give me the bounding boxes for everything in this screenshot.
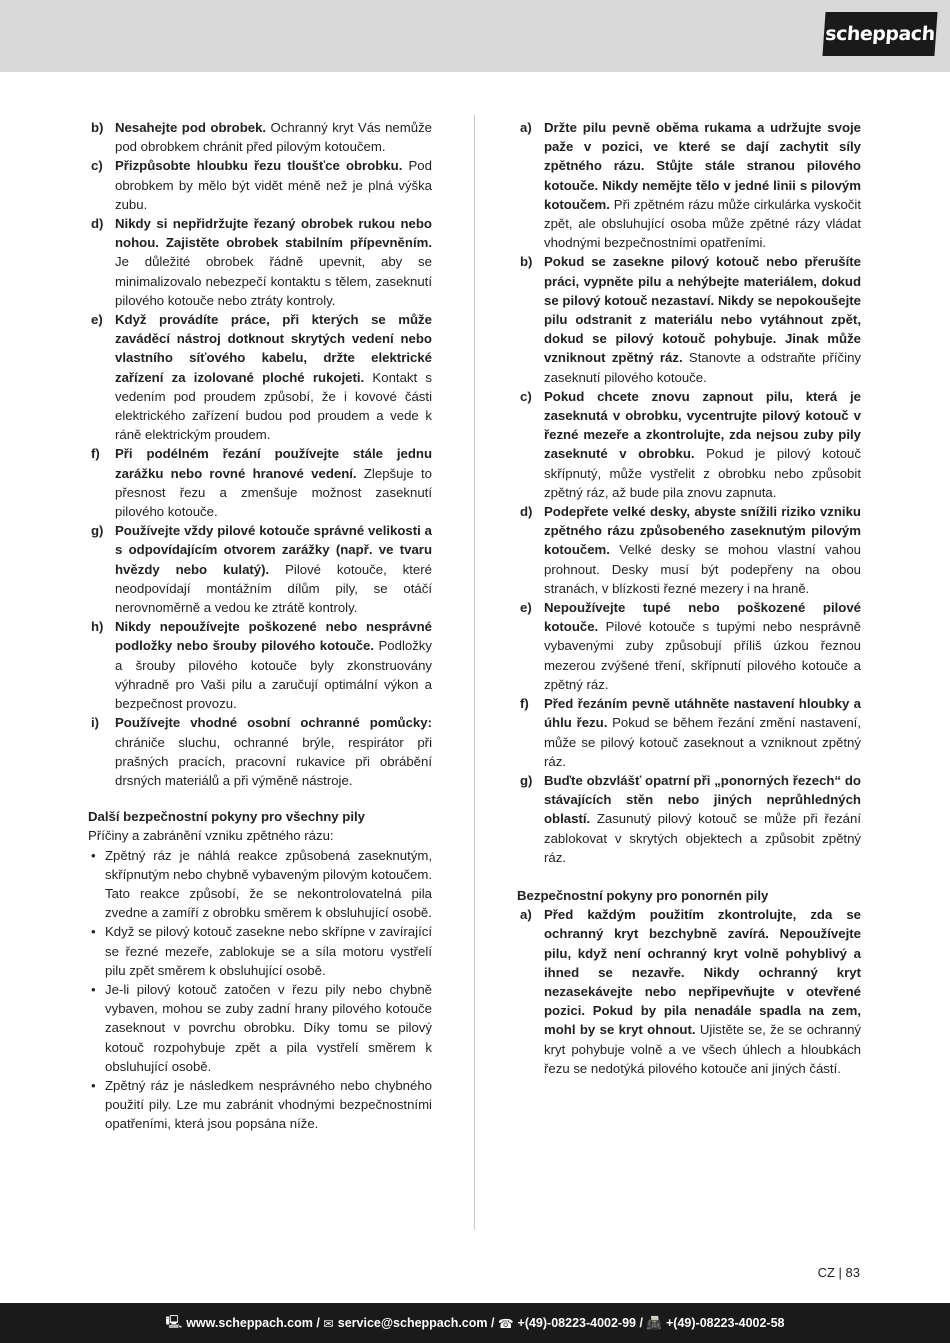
list-item: [88, 521, 432, 617]
contact-footer: [0, 1303, 950, 1343]
list-item: [517, 694, 861, 771]
list-item: [88, 617, 432, 713]
item-marker: e): [520, 600, 532, 616]
left-column: [88, 118, 432, 1134]
phone-number: +(49)-08223-4002-99 /: [517, 1316, 647, 1330]
kickback-bullet-list: [88, 846, 432, 1134]
section-intro: Příčiny a zabránění vzniku zpětného rázu:: [88, 828, 334, 844]
item-bold-text: Používejte vhodné osobní ochranné pomůcky:: [115, 715, 432, 731]
bullet-item: [88, 846, 432, 923]
bullet-text: Je-li pilový kotouč zatočen v řezu pily nebo chybně vybaven, mohou se zuby zadní hrany pilového kotouče zaseknout v povrchu obrobku. Díky tomu se pilový kotouč rozpohybuje zpět a pila vystřelí směrem k obsluhující osobě.: [105, 981, 432, 1074]
plunge-saw-item-list: [517, 905, 861, 1078]
item-bold-text: Když provádíte práce, při kterých se může zaváděcí nástroj dotknout skrytých vedení nebo vlastního síťového kabelu, držte elektrické zařízení za izolované ploché rukojeti.: [115, 312, 432, 385]
page-header: [0, 0, 950, 72]
item-marker: c): [91, 158, 103, 174]
list-item: [88, 118, 432, 156]
item-bold-text: Nikdy si nepřidržujte řezaný obrobek rukou nebo nohou. Zajistěte obrobek stabilním přípevněním.: [115, 216, 432, 251]
item-bold-text: Podepřete velké desky, abyste snížili riziko vzniku zpětného rázu způsobeného zaseknutým pilovým kotoučem.: [544, 504, 861, 558]
item-bold-text: Používejte vždy pilové kotouče správné velikosti a s odpovídajícím otvorem zarážky (např. ve tvaru hvězdy nebo kulatý).: [115, 523, 432, 577]
bullet-item: [88, 1076, 432, 1134]
bullet-text: Zpětný ráz je následkem nesprávného nebo chybného použití pily. Lze mu zabránit vhodnými bezpečnostními opatřeními, která jsou popsána níže.: [105, 1077, 432, 1132]
item-text: Zasunutý pilový kotouč se může při řezání zablokovat v skrytých objektech a způsobit zpětný ráz.: [544, 811, 861, 865]
item-bold-text: Nepoužívejte tupé nebo poškozené pilové kotouče.: [544, 600, 861, 635]
item-text: Pokud se během řezání změní nastavení, může se pilový kotouč zaseknout a vzniknout zpětný ráz.: [544, 715, 861, 769]
list-item: [517, 387, 861, 502]
phone-icon: ☎: [497, 1316, 514, 1331]
item-text: chrániče sluchu, ochranné brýle, respirátor při prašných pracích, pracovní rukavice při obrábění drsných materiálů a při výměně nástroje.: [115, 734, 432, 788]
item-text: Zlepšuje to přesnost řezu a zmenšuje možnost zaseknutí pilového kotouče.: [115, 465, 432, 520]
list-item: [88, 214, 432, 310]
item-bold-text: Přizpůsobte hloubku řezu tloušťce obrobku.: [115, 158, 403, 174]
item-text: Kontakt s vedením pod proudem způsobí, že i kovové části elektrického zařízení budou pod proudem a vede k ráně elektrickým proudem.: [115, 369, 432, 443]
right-item-list: [517, 118, 861, 867]
item-bold-text: Při podélném řezání používejte stále jednu zarážku nebo rovné hranové vedení.: [115, 446, 432, 481]
item-bold-text: Pokud se zasekne pilový kotouč nebo přerušíte práci, vypněte pilu a nehýbejte materiálem, dokud se pilový kotouč nezastaví. Nikdy se nepokoušejte pilu odstranit z materiálu nebo vytáhnout zpět, dokud se pilový kotouč pohybuje. Jinak může vzniknout zpětný ráz.: [544, 254, 861, 366]
column-divider: [474, 115, 475, 1230]
bullet-text: Když se pilový kotouč zasekne nebo skřípne v zavírající se řezné mezeře, zablokuje se a síla motoru vystřelí pilu zpět směrem k obsluhující osobě.: [105, 924, 432, 978]
page-number: CZ | 83: [817, 1265, 860, 1280]
item-marker: e): [91, 312, 103, 328]
list-item: [517, 598, 861, 694]
bullet-dot-icon: •: [91, 924, 96, 940]
item-marker: i): [91, 715, 100, 731]
item-bold-text: Před každým použitím zkontrolujte, zda se ochranný kryt bezchybně zavírá. Nepoužívejte pilu, když není ochranný kryt volně pohyblivý a ihned se nezavře. Nikdy ochranný kryt nezasekávejte nebo nepřipevňujte v otevřené pozici. Pokud by pila nenadále spadla na zem, mohl by se kryt ohnout.: [544, 907, 861, 1038]
item-text: Při zpětném rázu může cirkulárka vyskočit zpět, ale obsluhující osoba může zpětné rázy vládat vhodnými bezpečnostními opatřeními.: [544, 196, 861, 251]
list-item: [517, 502, 861, 598]
list-item: [88, 713, 432, 790]
left-item-list: [88, 118, 432, 790]
list-item: [517, 771, 861, 867]
item-bold-text: Před řezáním pevně utáhněte nastavení hloubky a úhlu řezu.: [544, 696, 861, 731]
item-bold-text: Nikdy nepoužívejte poškozené nebo nesprávné podložky nebo šrouby pilového kotouče.: [115, 619, 432, 654]
item-text: Stanovte a odstraňte příčiny zaseknutí pilového kotouče.: [544, 350, 862, 385]
item-text: Pilové kotouče, které neodpovídají montážním dílům pily, se otáčí nerovnoměrně a vedou ke ztrátě kontroly.: [115, 561, 432, 616]
fax-number: +(49)-08223-4002-58: [666, 1316, 785, 1330]
item-bold-text: Pokud chcete znovu zapnout pilu, která je zaseknutá v obrobku, vycentrujte pilový kotouč v řezné mezeře a zkontrolujte, zda nejsou zuby pily zaseknuté v obrobku.: [544, 388, 861, 462]
item-bold-text: Držte pilu pevně oběma rukama a udržujte svoje paže v pozici, ve které se dají zachytit síly zpětného rázu. Stůjte stále stranou pilového kotouče. Nikdy nemějte tělo v jedné linii s pilovým kotoučem.: [544, 120, 861, 212]
item-marker: h): [91, 619, 104, 635]
item-marker: f): [520, 696, 529, 712]
item-text: Ochranný kryt Vás nemůže pod obrobkem chránit před pilovým kotoučem.: [115, 120, 432, 155]
envelope-icon: ✉: [323, 1316, 334, 1331]
list-item: [517, 252, 861, 386]
item-marker: d): [91, 216, 104, 232]
item-text: Velké desky se mohou vlastní vahou prohnout. Desky musí být podepřeny na obou stranách, v blízkosti řezné mezery i na hraně.: [544, 542, 861, 596]
section-title-all-saws: Další bezpečnostní pokyny pro všechny pily: [88, 809, 366, 825]
email-link[interactable]: service@scheppach.com /: [337, 1316, 498, 1330]
scheppach-logo: scheppach: [822, 12, 937, 56]
list-item: [88, 444, 432, 521]
bullet-dot-icon: •: [91, 847, 96, 863]
fax-icon: 📠: [646, 1315, 662, 1330]
item-text: Pokud je pilový kotouč skřípnutý, může vystřelit z obrobku nebo způsobit zpětný ráz, až bude pila znovu zapnuta.: [544, 446, 861, 500]
item-text: Ujistěte se, že se ochranný kryt pohybuje volně a ve všech úhlech a hloubkách řezu se nedotýká pilového kotouče ani jiných částí.: [544, 1022, 861, 1076]
item-text: Je důležité obrobek řádně upevnit, aby se minimalizovalo nebezpečí kontaktu s tělem, zaseknutí pilového kotouče nebo ztráty kontroly.: [115, 254, 432, 308]
item-marker: b): [520, 254, 533, 270]
item-marker: g): [91, 523, 104, 539]
section-title-plunge-saws: Bezpečnostní pokyny pro ponornén pily: [517, 887, 769, 903]
website-link[interactable]: www.scheppach.com /: [186, 1316, 324, 1330]
item-marker: a): [520, 907, 532, 923]
bullet-item: [88, 980, 432, 1076]
item-marker: a): [520, 120, 532, 135]
bullet-dot-icon: •: [91, 1077, 96, 1093]
computer-icon: 🖳: [165, 1314, 183, 1329]
bullet-dot-icon: •: [91, 981, 96, 997]
item-text: Pod obrobkem by mělo být vidět méně než je plná výška zubu.: [115, 158, 432, 212]
list-item: [517, 905, 861, 1078]
list-item: [88, 156, 432, 214]
right-column: [517, 118, 861, 1078]
item-text: Pilové kotouče s tupými nebo nesprávně vybavenými zuby způsobují příliš úzkou řeznou mezerou zvýšené tření, skřípnutí pilového kotouče a zpětný ráz.: [544, 619, 861, 692]
list-item: [88, 310, 432, 444]
item-bold-text: Buďte obzvlášť opatrní při „ponorných řezech“ do stávajících stěn nebo jiných neprůhledných oblastí.: [544, 772, 861, 827]
item-marker: g): [520, 772, 533, 788]
item-marker: b): [91, 120, 104, 135]
bullet-item: [88, 922, 432, 980]
item-marker: c): [520, 388, 532, 404]
list-item: [517, 118, 861, 252]
item-bold-text: Nesahejte pod obrobek.: [115, 120, 267, 135]
bullet-text: Zpětný ráz je náhlá reakce způsobená zaseknutým, skřípnutým nebo chybně vybaveným pilovým kotoučem. Tato reakce způsobí, že se nekontrolovatelná pila zvedne a zamíří z obrobku směrem k obsluhující osobě.: [105, 847, 432, 921]
item-text: Podložky a šrouby pilového kotouče byly zkonstruovány výhradně pro Vaši pilu a zaručují optimální výkon a bezpečnost provozu.: [115, 638, 432, 712]
item-marker: f): [91, 446, 100, 462]
item-marker: d): [520, 504, 533, 520]
